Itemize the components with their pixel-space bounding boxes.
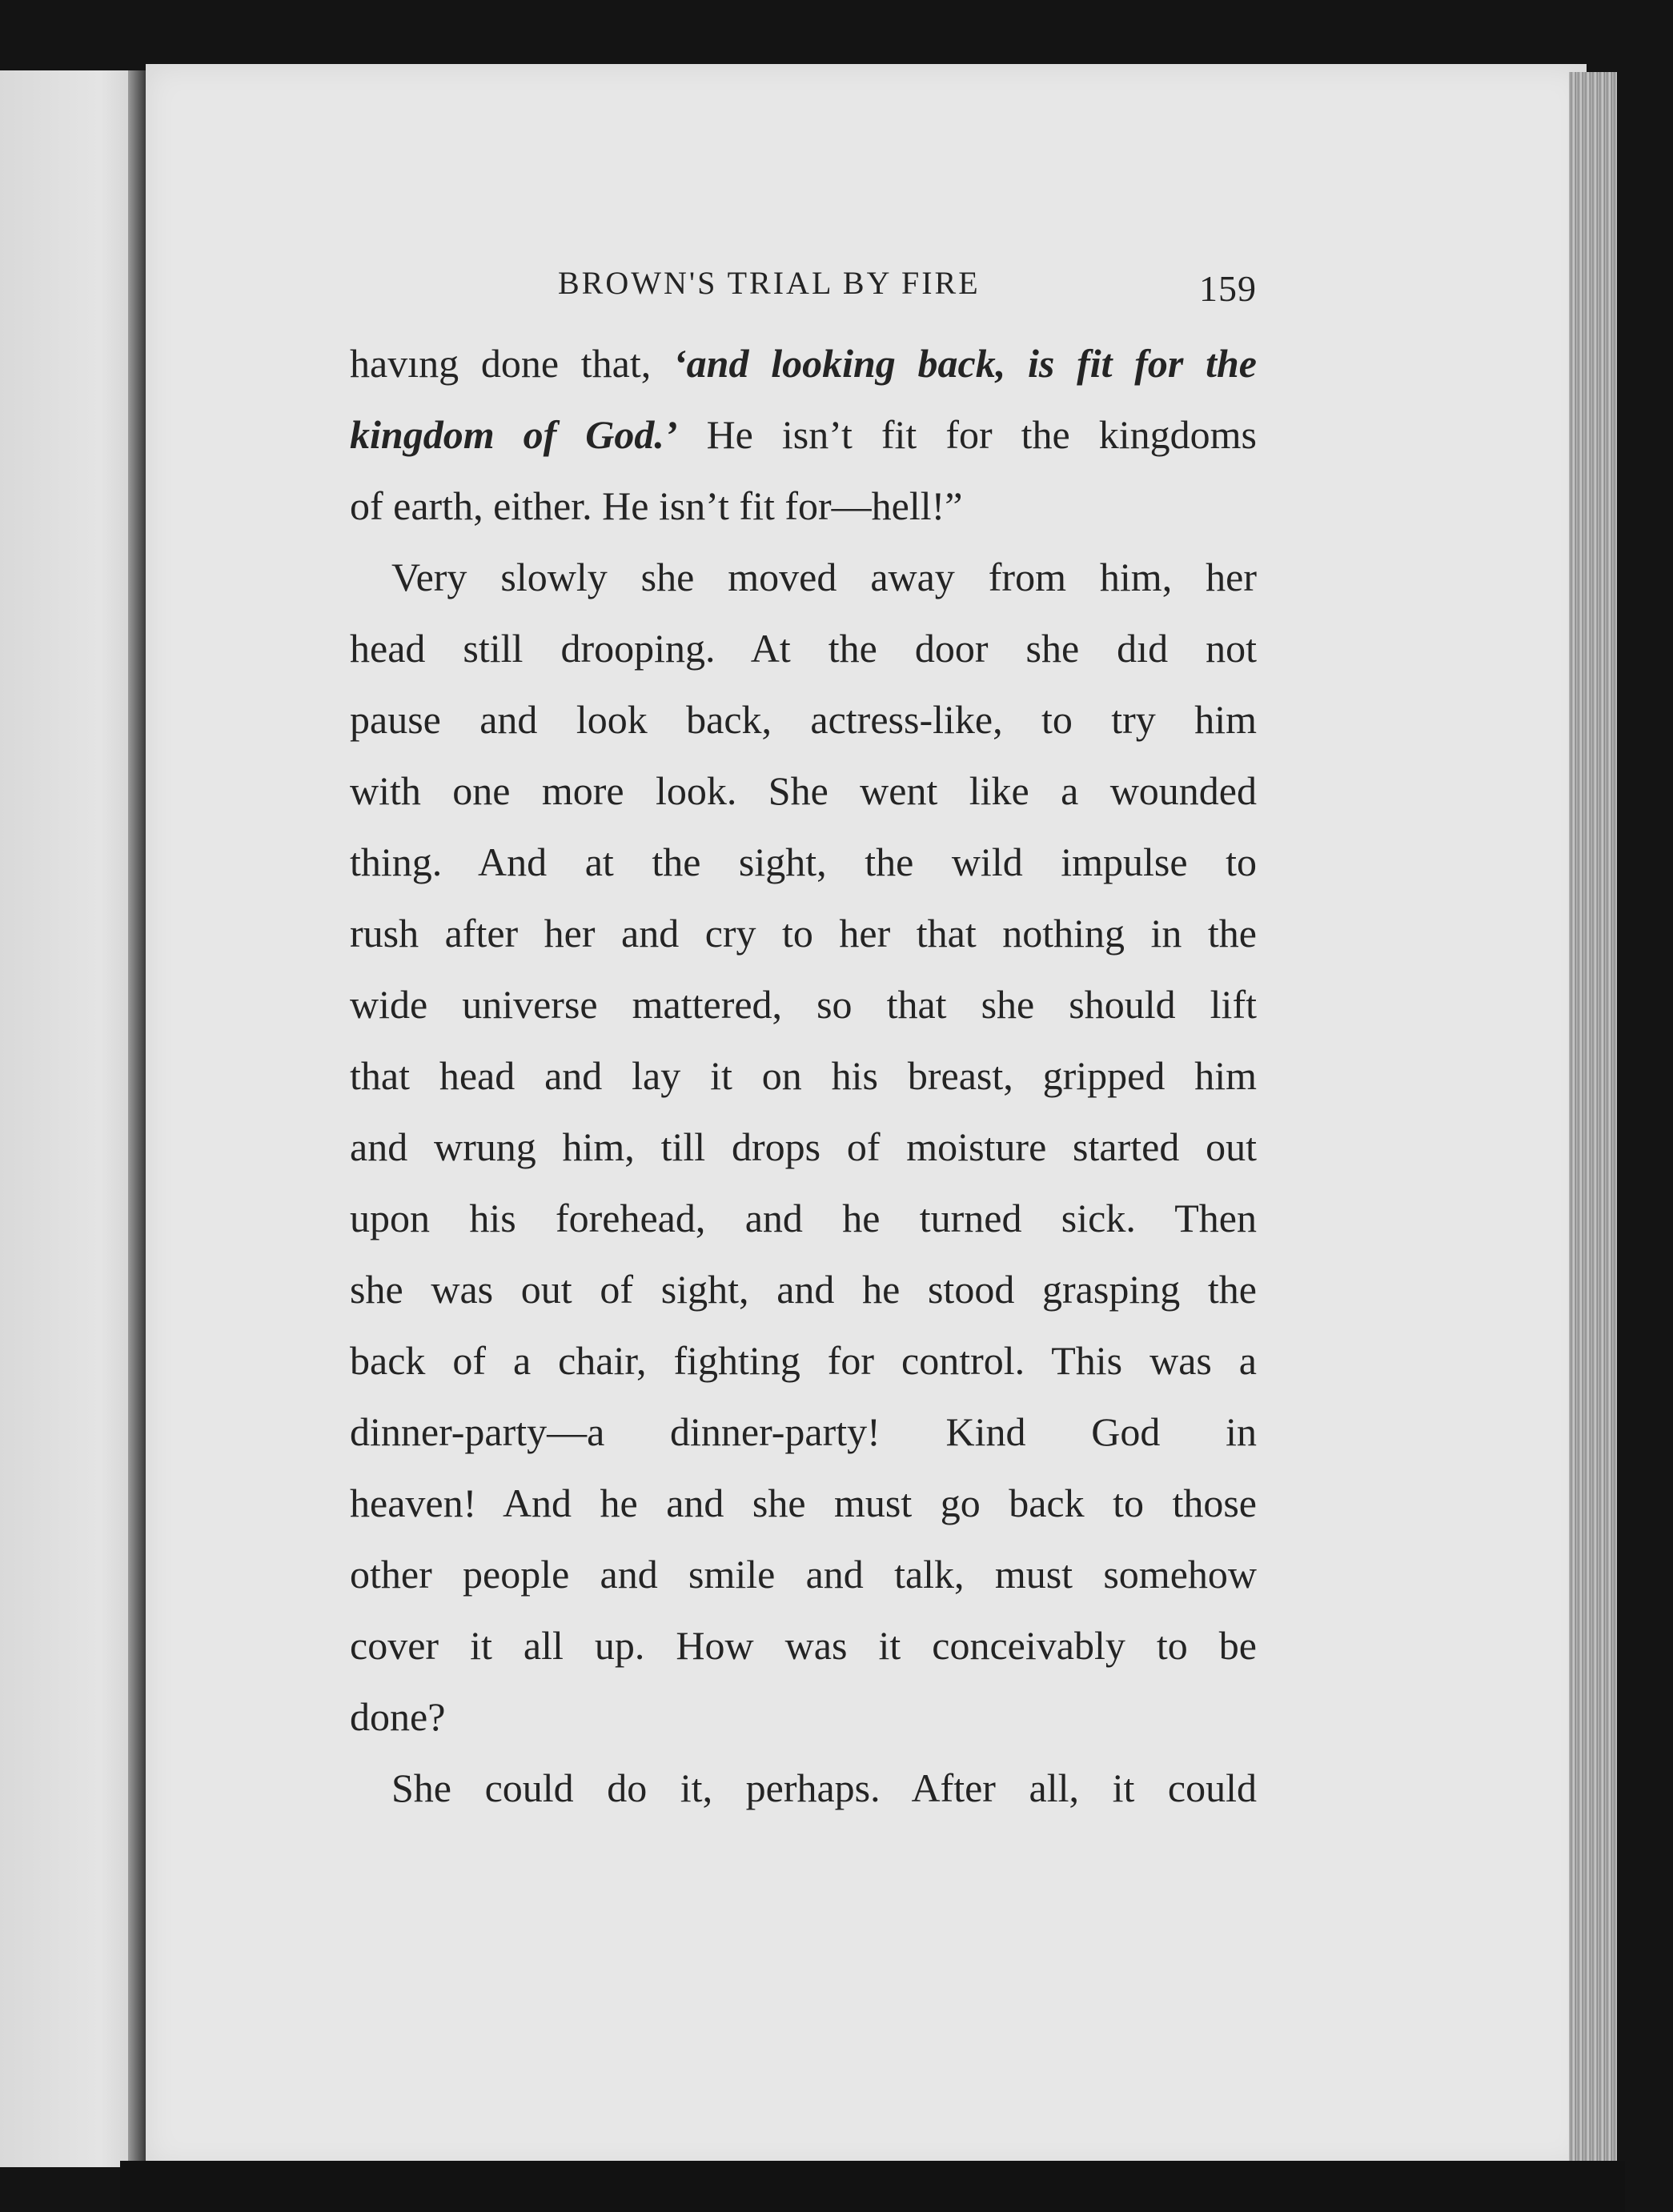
text-line: head still drooping. At the door she dıd not [350,626,1257,671]
text-line: cover it all up. How was it conceivably to be [350,1623,1257,1668]
running-head [350,264,1257,328]
running-head-title: BROWN'S TRIAL BY FIRE [558,265,981,301]
text-line: other people and smile and talk, must somehow [350,1552,1257,1597]
text-line: with one more look. She went like a wounded [350,768,1257,813]
text-line: pause and look back, actress-like, to try him [350,697,1257,742]
text-line: thing. And at the sight, the wild impulse to [350,840,1257,884]
text-line: back of a chair, fighting for control. This was a [350,1338,1257,1383]
text-line: wide universe mattered, so that she should lift [350,982,1257,1027]
text-line: she was out of sight, and he stood grasping the [350,1267,1257,1312]
biblical-quote: kingdom of God.’ [350,412,678,457]
page-text-block [350,264,1257,1824]
text-line: of earth, either. He isn’t fit for—hell!” [350,483,963,528]
page-stack-edge [1569,72,1617,2169]
left-page-edge [0,70,144,2167]
paragraph-start-line: She could do it, perhaps. After all, it could [391,1765,1257,1810]
biblical-quote: ‘and looking back, is fit for the [673,341,1257,386]
text-line: done? [350,1694,446,1739]
text-line: kingdom of God.’ He isn’t fit for the kingdoms [350,412,1258,457]
text-line: rush after her and cry to her that nothing in the [350,911,1257,956]
text-line: and wrung him, till drops of moisture started out [350,1124,1257,1169]
text-line: heaven! And he and she must go back to those [350,1481,1257,1525]
page-number: 159 [1199,268,1257,309]
text-line: havıng done that, ‘and looking back, is fit for the [350,341,1257,386]
bottom-shadow [120,2161,1625,2212]
gutter-shadow [128,70,146,2167]
text-line: upon his forehead, and he turned sick. Then [350,1196,1257,1240]
text-line: dinner-party—a dinner-party! Kind God in [350,1409,1257,1454]
paragraph-start-line: Very slowly she moved away from him, her [391,555,1257,599]
text-line: that head and lay it on his breast, gripped him [350,1053,1257,1098]
